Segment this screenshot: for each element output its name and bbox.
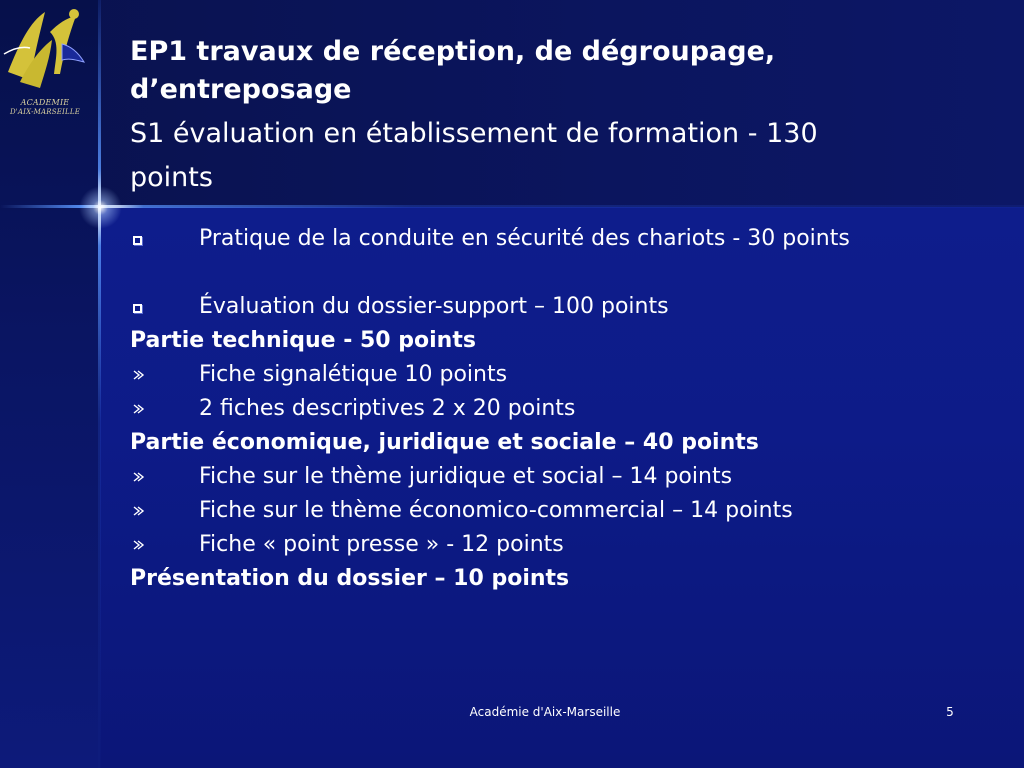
section-heading: Partie technique - 50 points <box>130 328 476 353</box>
title-line-2: d’entreposage <box>130 74 352 105</box>
logo-caption-sub: D'AIX-MARSEILLE <box>9 108 81 116</box>
vertical-light-line <box>98 0 101 768</box>
list-item-text: Fiche sur le thème économico-commercial – 14 points <box>199 498 793 523</box>
subtitle-line-2: points <box>130 162 213 193</box>
arrow-bullet-icon <box>130 496 150 526</box>
subtitle-line-1: S1 évaluation en établissement de formation - 130 <box>130 118 818 149</box>
academie-logo <box>0 2 90 120</box>
arrow-bullet-icon <box>130 530 150 560</box>
list-item-text: 2 fiches descriptives 2 x 20 points <box>199 396 576 421</box>
cross-glow <box>79 186 122 229</box>
square-bullet-icon <box>130 292 150 322</box>
list-item-text: Évaluation du dossier-support – 100 points <box>199 294 669 319</box>
horizontal-light-line <box>0 205 1024 208</box>
list-item-text: Fiche signalétique 10 points <box>199 362 508 387</box>
academie-logo-icon <box>0 2 90 98</box>
footer-text: Académie d'Aix-Marseille <box>469 705 621 719</box>
list-item-text: Pratique de la conduite en sécurité des chariots - 30 points <box>199 226 850 251</box>
arrow-bullet-icon <box>130 394 150 424</box>
square-bullet-icon <box>130 224 150 254</box>
list-item-text: Fiche sur le thème juridique et social – 14 points <box>199 464 733 489</box>
logo-caption: ACADEMIE <box>20 98 70 107</box>
title-line-1: EP1 travaux de réception, de dégroupage, <box>130 36 776 67</box>
section-heading: Présentation du dossier – 10 points <box>130 566 570 591</box>
section-heading: Partie économique, juridique et sociale – 40 points <box>130 430 759 455</box>
list-item-text: Fiche « point presse » - 12 points <box>199 532 564 557</box>
arrow-bullet-icon <box>130 462 150 492</box>
page-number: 5 <box>946 705 954 719</box>
arrow-bullet-icon <box>130 360 150 390</box>
